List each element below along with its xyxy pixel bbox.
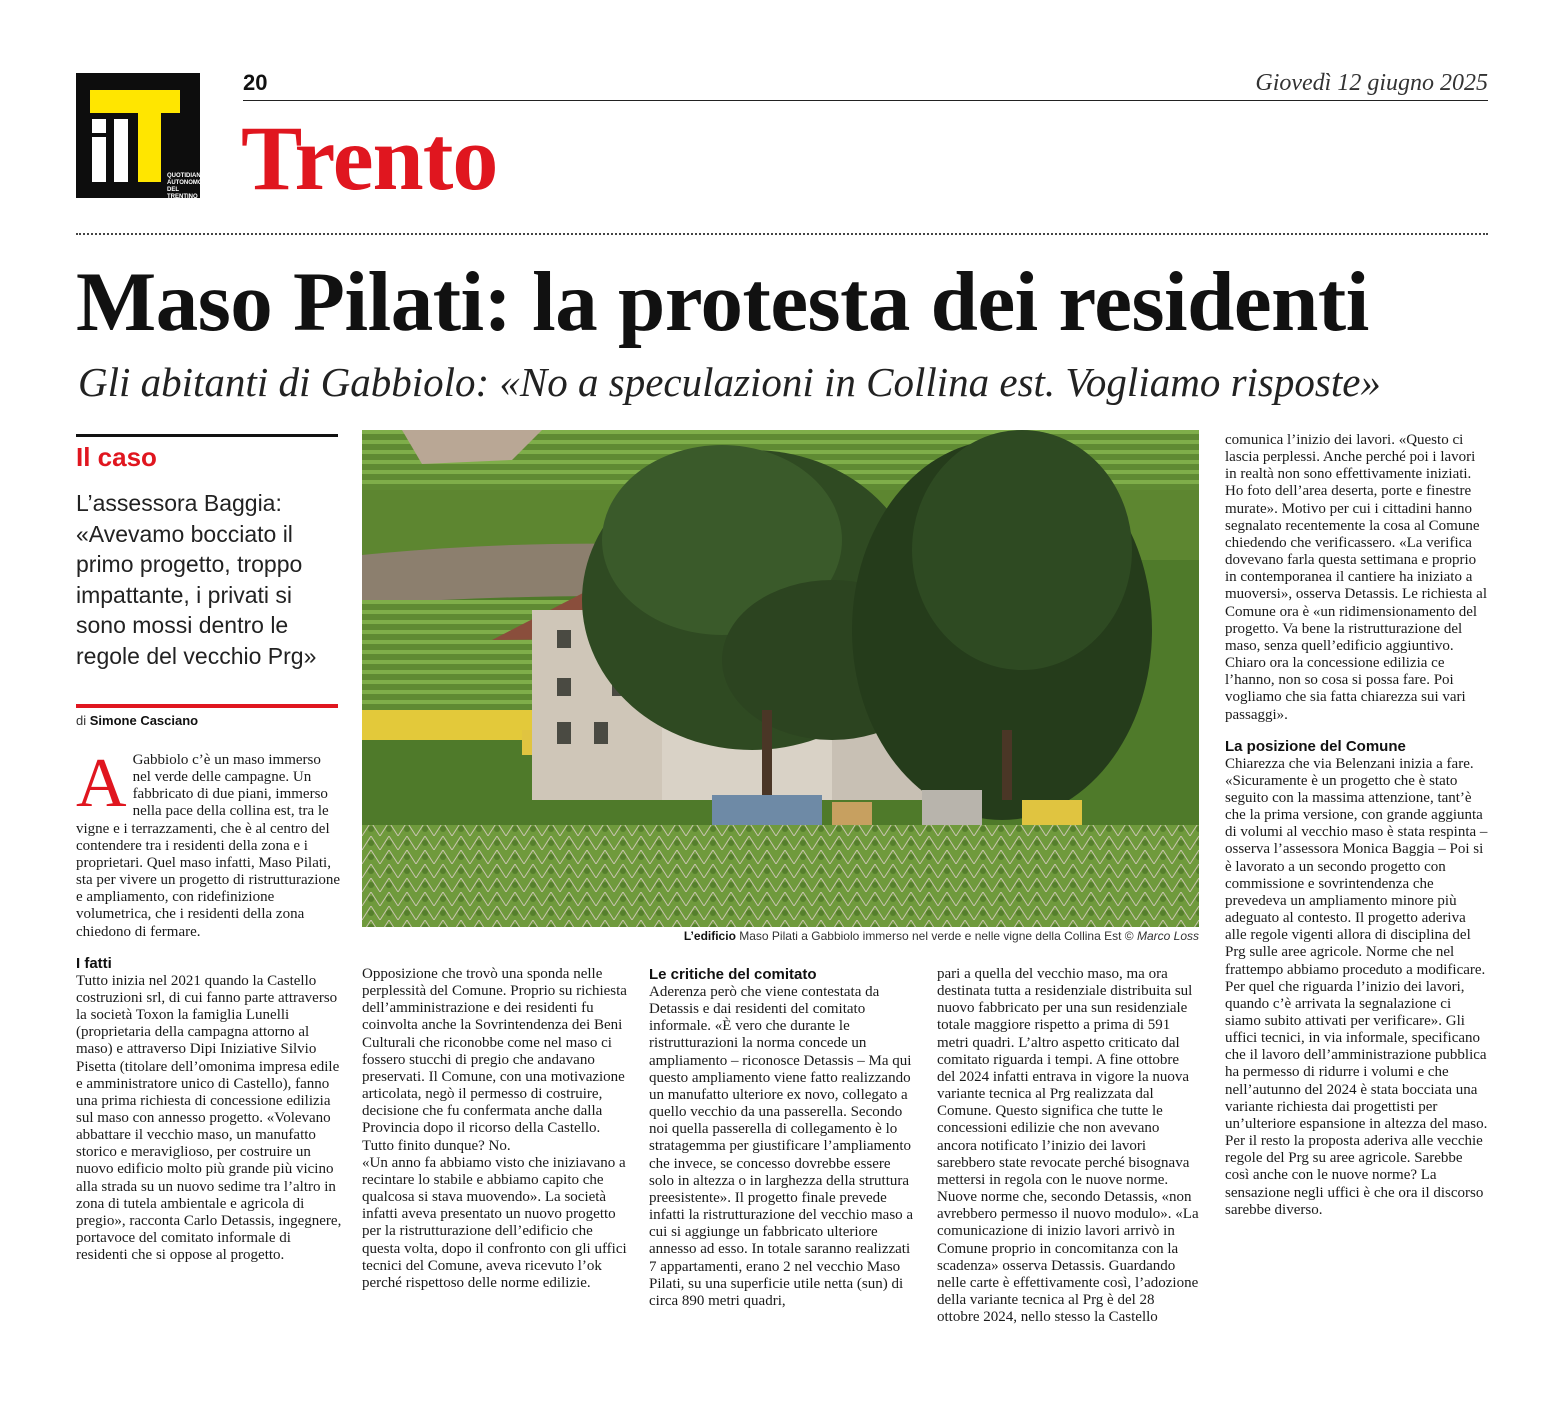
paragraph: Chiarezza che via Belenzani inizia a fare. «Sicuramente è un progetto che è stato seguito con la massima attenzione, tant’è che la prima versione, con grande aggiunta di volumi al vecchio maso è stata respinta – osserva l’assessora Monica Baggia – Poi si è lavorato a un secondo progetto con commissione e sovrintendenza che prevedeva un ampliamento minore più adeguato al contesto. Il progetto aderiva alle regole vigenti allora di disciplina del Prg sulle aree agricole. Norme che nel frattempo abbiamo proceduto a modificare. Per quel che riguarda l’inizio dei lavori, quando c’è arrivata la segnalazione ci siamo subito attivati per verificare». Gli uffici tecnici, in via informale, specificano che il lavoro dell’amministrazione pubblica ha permesso di ridurre i volumi e che nell’autunno del 2024 è stata bocciata una variante richiesta dai progettisti per un’ulteriore espansione in altezza del maso. Per il resto la proposta aderiva alle vecchie regole del Prg su aree agricole. Sarebbe così anche con le nuove norme? La sensazione negli uffici è che ora il discorso sarebbe diverso. xyxy=(1225,755,1488,1218)
article-headline: Maso Pilati: la protesta dei residenti xyxy=(76,255,1369,349)
header-rule xyxy=(243,100,1488,101)
paragraph: Aderenza però che viene contestata da Detassis e dai residenti del comitato informale. «È vero che durante le ristrutturazioni la norma concede un ampliamento – riconosce Detassis – Ma qui questo ampliamento viene fatto realizzando un manufatto ulteriore ex novo, collegato a quello vecchio da una passerella. Secondo noi quella passerella di collegamento è lo stratagemma per giustificare l’ampliamento che invece, se concesso dovrebbe essere solo in altezza o in larghezza della struttura preesistente». Il progetto finale prevede infatti la ristrutturazione del vecchio maso a cui si aggiunge un fabbricato ulteriore annesso ad esso. In totale saranno realizzati 7 appartamenti, erano 2 nel vecchio Maso Pilati, su una superficie utile netta (sun) di circa 890 metri quadri, xyxy=(649,984,914,1309)
subhead-i-fatti: I fatti xyxy=(76,954,112,972)
logo-t-bar xyxy=(90,90,180,113)
sidebar-top-rule xyxy=(76,434,338,437)
page-number: 20 xyxy=(243,70,268,95)
caption-label: L’edificio xyxy=(683,929,736,943)
column-4 xyxy=(937,966,1199,1326)
column-2 xyxy=(362,966,628,1292)
logo-i-stem xyxy=(92,137,106,182)
article-subheadline: Gli abitanti di Gabbiolo: «No a speculazioni in Collina est. Vogliamo risposte» xyxy=(78,359,1381,405)
byline-prefix: di xyxy=(76,713,87,728)
column-1 xyxy=(76,745,342,1264)
logo-i-dot xyxy=(92,119,106,133)
sidebar-label: Il caso xyxy=(76,442,157,472)
logo-tagline: QUOTIDIANO AUTONOMO DEL TRENTINO ALTO ADIGE / SÜDTIROL xyxy=(167,173,206,221)
drop-cap: A xyxy=(76,745,127,822)
photo-credit: Marco Loss xyxy=(1136,929,1199,943)
paragraph: Tutto inizia nel 2021 quando la Castello costruzioni srl, di cui fanno parte attraverso la società Toxon la famiglia Lunelli (proprietaria della campagna attorno al maso) e attraverso Dipi Iniziative Silvio Pisetta (titolare dell’omonima impresa edile e amministratore unico di Castello), fanno una prima richiesta di concessione edilizia sul maso con annesso progetto. «Volevano abbattare il vecchio maso, un manufatto storico e meraviglioso, per costruire un nuovo edificio molto più grande più vicino alla strada su un nuovo sedime tra l’altro in zona di tutela ambientale e agricola di pregio», racconta Carlo Detassis, ingegnere, portavoce del comitato informale di residenti che si oppose al progetto. xyxy=(76,972,342,1264)
lead-text: Gabbiolo c’è un maso immerso nel verde delle campagne. Un fabbricato di due piani, immerso nella pace della collina est, tra le vigne e i terrazzamenti, che è al centro del contendere tra i residenti della zona e i proprietari. Quel maso infatti, Maso Pilati, sta per vivere un progetto di ristrutturazione e ampliamento, con ridefinizione volumetrica, che i residenti della zona chiedono di fermare. xyxy=(76,752,341,940)
column-5 xyxy=(1225,432,1488,1219)
caption-text: Maso Pilati a Gabbiolo immerso nel verde e nelle vigne della Collina Est © xyxy=(739,929,1134,943)
paragraph: «Un anno fa abbiamo visto che iniziavano a recintare lo stabile e abbiamo capito che qualcosa si stava muovendo». La società infatti aveva presentato un nuovo progetto per la ristrutturazione dell’edificio che questa volta, dopo il confronto con gli uffici tecnici del Comune, aveva ricevuto l’ok perché rispettoso delle norme edilizie. xyxy=(362,1154,627,1291)
logo-l-stem xyxy=(114,119,128,182)
paragraph: pari a quella del vecchio maso, ma ora destinata tutta a residenziale distribuita sul nuovo fabbricato per una sun residenziale totale maggiore rispetto a prima di 591 metri quadri. L’altro aspetto criticato dal comitato riguarda i tempi. A fine ottobre del 2024 infatti entrava in vigore la nuova variante tecnica al Prg realizzata dal Comune. Questo significa che tutte le concessioni edilizie che non avevano ancora notificato l’inizio dei lavori sarebbero state revocate perché bisognava mettersi in regola con le nuove norme. Nuove norme che, secondo Detassis, «non avrebbero permesso il nuovo modulo». «La comunicazione di inizio lavori arrivò in Comune proprio in concomitanza con la scadenza» osserva Detassis. Guardando nelle carte è effettivamente così, l’adozione della variante tecnica al Prg è del 28 ottobre 2024, nello stesso la Castello xyxy=(937,966,1199,1326)
paragraph: comunica l’inizio dei lavori. «Questo ci lascia perplessi. Anche perché poi i lavori in realtà non sono effettivamente iniziati. Ho foto dell’area deserta, porte e finestre murate». Motivo per cui i cittadini hanno segnalato recentemente la cosa al Comune chiedendo che verificassero. «La verifica dovevano farla questa settimana e proprio in contemporanea il cantiere ha iniziato a muoversi», osserva Detassis. Le richiesta al Comune ora è «un ridimensionamento del progetto. Va bene la ristrutturazione del maso, senza quell’edificio aggiuntivo. Chiaro ora la concessione edilizia ce l’hanno, non so cosa si possa fare. Poi vogliamo che sia fatta chiarezza sui vari passaggi». xyxy=(1225,432,1488,723)
dotted-divider xyxy=(76,233,1488,235)
column-3 xyxy=(649,966,915,1310)
section-title: Trento xyxy=(241,107,498,209)
newspaper-logo xyxy=(76,73,206,221)
sidebar-summary: L’assessora Baggia: «Avevamo bocciato il primo progetto, troppo impattante, i privati si sono mossi dentro le regole del vecchio Prg» xyxy=(76,490,317,669)
byline xyxy=(76,713,198,728)
subhead-critiche: Le critiche del comitato xyxy=(649,966,817,983)
article-photo xyxy=(362,430,1199,927)
photo-illustration xyxy=(362,430,1199,927)
logo-t-stem xyxy=(138,90,161,182)
paragraph: Opposizione che trovò una sponda nelle perplessità del Comune. Proprio su richiesta dell’amministrazione e dei residenti fu coinvolta anche la Sovrintendenza dei Beni Culturali che riconobbe come nel maso ci fossero stucchi di pregio che andavano preservati. Il Comune, con una motivazione articolata, negò il permesso di costruire, decisione che fu confermata anche dalla Provincia dopo il ricorso della Castello. Tutto finito dunque? No. xyxy=(362,966,627,1154)
sidebar-bottom-rule xyxy=(76,704,338,708)
author-name: Simone Casciano xyxy=(89,713,199,728)
photo-caption xyxy=(362,929,1199,943)
subhead-posizione-comune: La posizione del Comune xyxy=(1225,737,1406,755)
issue-date: Giovedì 12 giugno 2025 xyxy=(1255,70,1488,96)
lead-paragraph xyxy=(76,745,342,941)
